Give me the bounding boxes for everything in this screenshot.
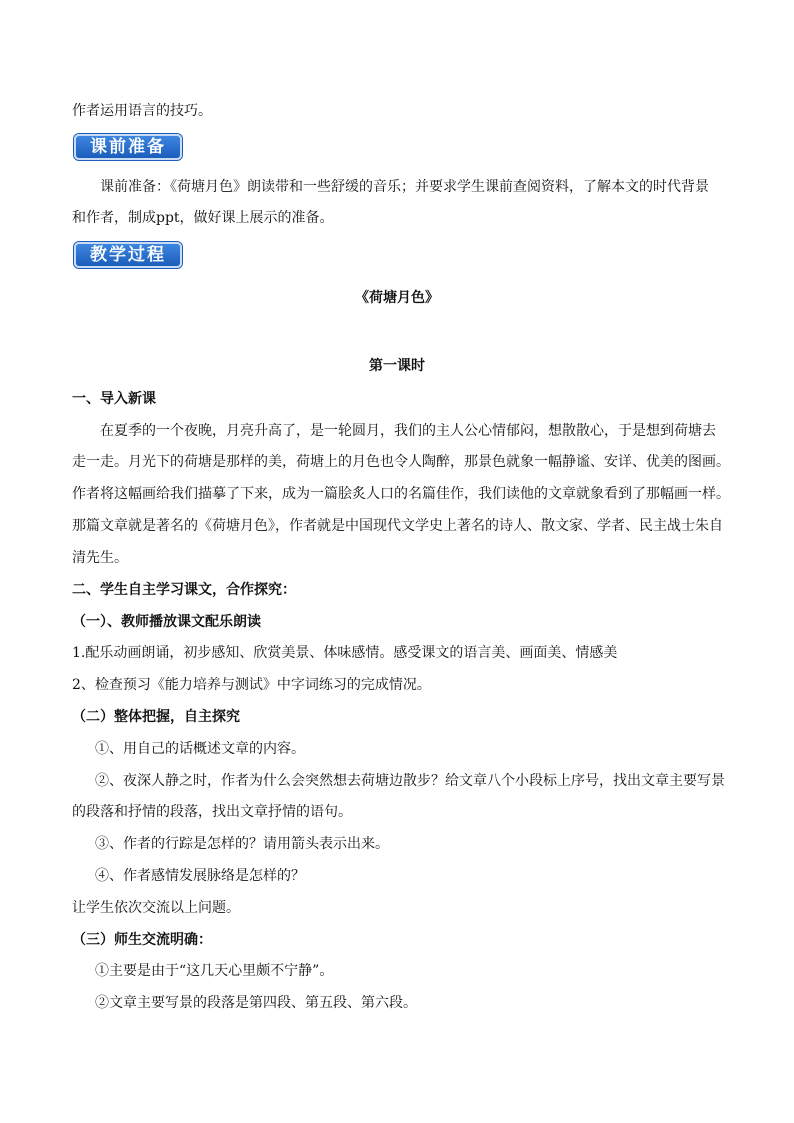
process-heading-badge: 教学过程	[74, 242, 182, 268]
subsection-2-note: 让学生依次交流以上问题。	[72, 900, 240, 916]
prep-paragraph-line-2: 和作者，制成ppt，做好课上展示的准备。	[72, 210, 334, 226]
subsection-3-answer-1: ①主要是由于“这几天心里颇不宁静”。	[95, 963, 334, 979]
section-2-heading: 二、学生自主学习课文，合作探究：	[72, 582, 296, 598]
lesson-title: 第一课时	[369, 358, 425, 374]
subsection-2-question-2-line-1: ②、夜深人静之时，作者为什么会突然想去荷塘边散步？给文章八个小段标上序号，找出文章主要写景	[95, 773, 725, 789]
subsection-1-item-1: 1.配乐动画朗诵，初步感知、欣赏美景、体味感情。感受课文的语言美、画面美、情感美	[72, 645, 618, 661]
section-1-paragraph-line: 在夏季的一个夜晚，月亮升高了，是一轮圆月，我们的主人公心情郁闷，想散散心，于是想到荷塘去	[100, 423, 716, 439]
subsection-2-question-1: ①、用自己的话概述文章的内容。	[95, 741, 305, 757]
subsection-1-heading: （一）、教师播放课文配乐朗读	[72, 614, 261, 630]
subsection-1-item-2: 2、检查预习《能力培养与测试》中字词练习的完成情况。	[72, 677, 431, 693]
subsection-2-question-3: ③、作者的行踪是怎样的？请用箭头表示出来。	[95, 836, 389, 852]
subsection-3-heading: （三）师生交流明确：	[72, 932, 212, 948]
prep-paragraph-line-1: 课前准备：《荷塘月色》朗读带和一些舒缓的音乐；并要求学生课前查阅资料，了解本文的时代背景	[100, 179, 709, 195]
subsection-2-question-2-line-2: 的段落和抒情的段落，找出文章抒情的语句。	[72, 804, 352, 820]
intro-tail-text: 作者运用语言的技巧。	[72, 103, 212, 119]
article-title: 《荷塘月色》	[355, 290, 439, 306]
section-1-paragraph-line: 走一走。月光下的荷塘是那样的美，荷塘上的月色也令人陶醉，那景色就象一幅静谧、安详、优美的图画。	[72, 454, 730, 470]
section-1-paragraph-line: 作者将这幅画给我们描摹了下来，成为一篇脍炙人口的名篇佳作，我们读他的文章就象看到了那幅画一样。	[72, 486, 730, 502]
subsection-2-question-4: ④、作者感情发展脉络是怎样的？	[95, 868, 305, 884]
subsection-3-answer-2: ②文章主要写景的段落是第四段、第五段、第六段。	[95, 995, 417, 1011]
section-1-paragraph-line: 那篇文章就是著名的《荷塘月色》，作者就是中国现代文学史上著名的诗人、散文家、学者、民主战士朱自	[72, 518, 723, 534]
subsection-2-heading: （二）整体把握，自主探究	[72, 709, 240, 725]
section-1-paragraph-line: 清先生。	[72, 550, 128, 566]
section-1-heading: 一、导入新课	[72, 391, 156, 407]
prep-heading-badge: 课前准备	[74, 134, 182, 160]
